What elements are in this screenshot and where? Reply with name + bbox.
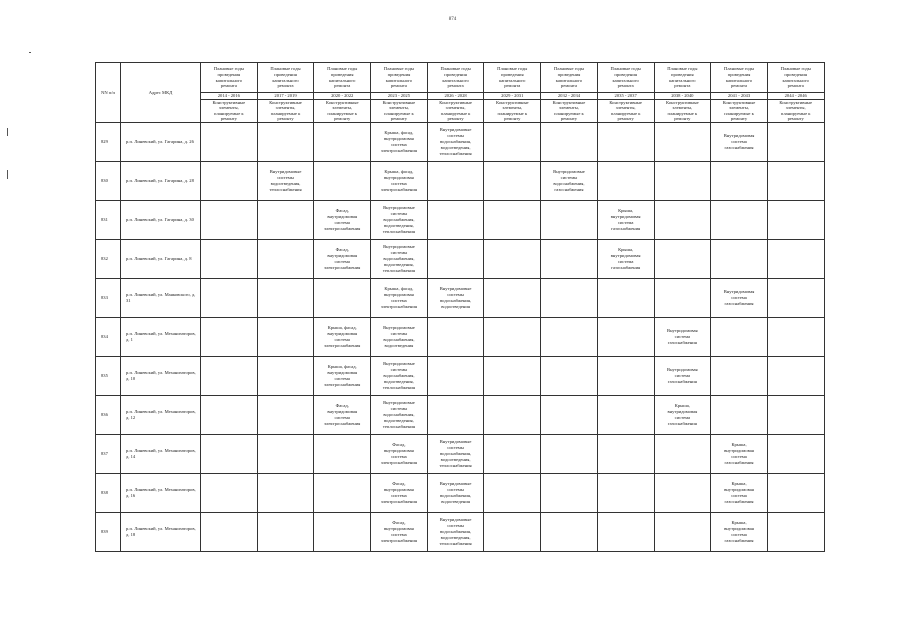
row-address: р.п. Линевский, ул. Механизаторов, д. 1 <box>121 317 201 356</box>
repair-elements-cell: Крыша, внутридомовая система газоснабжения <box>711 512 768 551</box>
repair-elements-cell <box>711 317 768 356</box>
repair-elements-cell: Крыша, фасад, внутридомовая система электроснабжения <box>371 278 428 317</box>
repair-elements-cell <box>427 356 484 395</box>
repair-elements-cell <box>314 434 371 473</box>
repair-elements-cell <box>484 122 541 161</box>
row-number: 836 <box>96 395 121 434</box>
repair-elements-cell: Внутридомовые системы водоснабжения, водоотведения, теплоснабжения <box>371 200 428 239</box>
repair-elements-cell <box>541 122 598 161</box>
row-number: 837 <box>96 434 121 473</box>
repair-elements-cell <box>597 356 654 395</box>
repair-elements-cell <box>201 278 258 317</box>
repair-elements-cell <box>767 278 824 317</box>
repair-elements-cell <box>597 512 654 551</box>
repair-elements-cell <box>427 200 484 239</box>
repair-elements-cell <box>484 512 541 551</box>
repair-elements-cell: Фасад, внутридомовая система электроснабжения <box>371 512 428 551</box>
header-nn: NN п/п <box>96 63 121 123</box>
repair-elements-cell: Крыша, внутридомовая система газоснабжения <box>597 200 654 239</box>
repair-elements-cell <box>711 161 768 200</box>
repair-elements-cell <box>711 356 768 395</box>
repair-elements-cell <box>201 200 258 239</box>
repair-elements-cell: Фасад, внутридомовая система электроснабжения <box>314 200 371 239</box>
row-number: 839 <box>96 512 121 551</box>
repair-elements-cell <box>257 278 314 317</box>
repair-elements-cell <box>767 161 824 200</box>
table-row <box>96 239 825 278</box>
repair-elements-cell <box>484 473 541 512</box>
header-group-label: Плановые годы проведения капитального ремонта <box>484 63 541 93</box>
repair-elements-cell <box>654 200 711 239</box>
repair-elements-cell: Внутридомовая система газоснабжения <box>711 122 768 161</box>
repair-elements-cell: Внутридомовая система газоснабжения <box>711 278 768 317</box>
repair-elements-cell: Внутридомовые системы водоснабжения, водоотведения, теплоснабжения <box>427 512 484 551</box>
header-elements-label: Конструктивные элементы, планируемые к ремонту <box>767 99 824 122</box>
header-group-label: Плановые годы проведения капитального ремонта <box>314 63 371 93</box>
repair-elements-cell <box>484 200 541 239</box>
header-group-label: Плановые годы проведения капитального ремонта <box>541 63 598 93</box>
repair-elements-cell <box>654 434 711 473</box>
table-row <box>96 122 825 161</box>
repair-elements-cell <box>201 317 258 356</box>
table-row <box>96 473 825 512</box>
header-row-elements <box>96 99 825 122</box>
repair-elements-cell <box>257 239 314 278</box>
repair-elements-cell <box>597 434 654 473</box>
header-group-label: Плановые годы проведения капитального ремонта <box>201 63 258 93</box>
row-address: р.п. Линевский, ул. Механизаторов, д. 10 <box>121 356 201 395</box>
header-elements-label: Конструктивные элементы, планируемые к ремонту <box>711 99 768 122</box>
repair-elements-cell: Внутридомовые системы водоснабжения, водоотведения <box>427 278 484 317</box>
repair-elements-cell <box>484 239 541 278</box>
row-number: 832 <box>96 239 121 278</box>
repair-elements-cell <box>767 317 824 356</box>
header-period: 2029 - 2031 <box>484 93 541 100</box>
repair-elements-cell <box>541 473 598 512</box>
repair-elements-cell <box>484 395 541 434</box>
table-row <box>96 278 825 317</box>
repair-elements-cell: Крыша, внутридомовая система газоснабжения <box>654 395 711 434</box>
table-row <box>96 356 825 395</box>
header-period: 2023 - 2025 <box>371 93 428 100</box>
header-group-label: Плановые годы проведения капитального ремонта <box>597 63 654 93</box>
repair-elements-cell <box>541 356 598 395</box>
repair-elements-cell <box>484 278 541 317</box>
repair-elements-cell <box>654 239 711 278</box>
repair-elements-cell: Внутридомовая система газоснабжения <box>654 317 711 356</box>
repair-elements-cell: Внутридомовые системы водоснабжения, водоотведения, теплоснабжения <box>427 122 484 161</box>
row-number: 835 <box>96 356 121 395</box>
repair-elements-cell: Крыша, фасад, внутридомовая система электроснабжения <box>314 317 371 356</box>
repair-elements-cell: Внутридомовые системы водоснабжения, водоотведения, теплоснабжения <box>371 395 428 434</box>
header-elements-label: Конструктивные элементы, планируемые к ремонту <box>541 99 598 122</box>
repair-elements-cell <box>201 356 258 395</box>
header-elements-label: Конструктивные элементы, планируемые к ремонту <box>257 99 314 122</box>
repair-elements-cell <box>484 434 541 473</box>
row-address: р.п. Линевский, ул. Гагарина, д. 28 <box>121 161 201 200</box>
repair-elements-cell <box>767 512 824 551</box>
header-group-label: Плановые годы проведения капитального ремонта <box>427 63 484 93</box>
table-row <box>96 512 825 551</box>
repair-elements-cell <box>767 395 824 434</box>
row-number: 833 <box>96 278 121 317</box>
repair-elements-cell <box>541 317 598 356</box>
header-period: 2017 - 2019 <box>257 93 314 100</box>
repair-elements-cell: Фасад, внутридомовая система электроснабжения <box>371 434 428 473</box>
repair-elements-cell <box>201 473 258 512</box>
header-period: 2014 - 2016 <box>201 93 258 100</box>
row-address: р.п. Линевский, ул. Механизаторов, д. 12 <box>121 395 201 434</box>
repair-elements-cell: Крыша, фасад, внутридомовая система электроснабжения <box>371 122 428 161</box>
repair-elements-cell <box>654 161 711 200</box>
header-address: Адрес МКД <box>121 63 201 123</box>
row-address: р.п. Линевский, ул. Гагарина, д. 26 <box>121 122 201 161</box>
repair-elements-cell: Крыша, внутридомовая система газоснабжения <box>597 239 654 278</box>
row-address: р.п. Линевский, ул. Механизаторов, д. 14 <box>121 434 201 473</box>
repair-elements-cell: Фасад, внутридомовая система электроснабжения <box>314 395 371 434</box>
repair-elements-cell <box>597 317 654 356</box>
repair-elements-cell <box>484 161 541 200</box>
repair-elements-cell <box>767 122 824 161</box>
repair-elements-cell <box>597 278 654 317</box>
row-address: р.п. Линевский, ул. Гагарина, д. 30 <box>121 200 201 239</box>
repair-elements-cell <box>314 512 371 551</box>
repair-elements-cell <box>257 317 314 356</box>
repair-elements-cell: Внутридомовые системы водоснабжения, газоснабжения <box>541 161 598 200</box>
repair-elements-cell <box>541 200 598 239</box>
repair-elements-cell <box>654 473 711 512</box>
capital-repair-schedule-table <box>95 62 825 552</box>
repair-elements-cell: Внутридомовые системы водоснабжения, водоотведения, теплоснабжения <box>371 356 428 395</box>
repair-elements-cell <box>257 473 314 512</box>
header-elements-label: Конструктивные элементы, планируемые к ремонту <box>654 99 711 122</box>
repair-elements-cell <box>767 356 824 395</box>
row-number: 831 <box>96 200 121 239</box>
repair-elements-cell <box>767 434 824 473</box>
repair-elements-cell <box>541 512 598 551</box>
repair-elements-cell: Внутридомовые системы водоснабжения, водоотведения <box>427 473 484 512</box>
table-row <box>96 434 825 473</box>
repair-elements-cell <box>314 278 371 317</box>
repair-elements-cell <box>767 473 824 512</box>
header-group-label: Плановые годы проведения капитального ремонта <box>767 63 824 93</box>
repair-elements-cell <box>654 512 711 551</box>
repair-elements-cell <box>201 395 258 434</box>
table-row <box>96 200 825 239</box>
repair-elements-cell <box>597 161 654 200</box>
header-period: 2026 - 2028 <box>427 93 484 100</box>
repair-elements-cell: Внутридомовые системы водоснабжения, водоотведения <box>371 317 428 356</box>
repair-elements-cell <box>541 395 598 434</box>
header-elements-label: Конструктивные элементы, планируемые к ремонту <box>484 99 541 122</box>
repair-elements-cell: Крыша, фасад, внутридомовая система электроснабжения <box>371 161 428 200</box>
repair-elements-cell <box>597 122 654 161</box>
header-period: 2044 - 2046 <box>767 93 824 100</box>
repair-elements-cell <box>314 473 371 512</box>
repair-elements-cell <box>484 356 541 395</box>
header-period: 2035 - 2037 <box>597 93 654 100</box>
page-number: 874 <box>448 17 457 22</box>
header-group-label: Плановые годы проведения капитального ремонта <box>711 63 768 93</box>
repair-elements-cell <box>597 473 654 512</box>
repair-elements-cell <box>257 200 314 239</box>
repair-elements-cell <box>541 278 598 317</box>
repair-elements-cell: Крыша, фасад, внутридомовая система электроснабжения <box>314 356 371 395</box>
repair-elements-cell <box>427 239 484 278</box>
repair-elements-cell <box>767 200 824 239</box>
repair-elements-cell: Внутридомовые системы водоснабжения, водоотведения, теплоснабжения <box>371 239 428 278</box>
header-elements-label: Конструктивные элементы, планируемые к ремонту <box>201 99 258 122</box>
repair-elements-cell <box>201 239 258 278</box>
repair-elements-cell <box>427 395 484 434</box>
row-number: 838 <box>96 473 121 512</box>
repair-elements-cell <box>201 434 258 473</box>
row-number: 829 <box>96 122 121 161</box>
margin-speck <box>7 170 8 179</box>
repair-elements-cell <box>654 122 711 161</box>
repair-elements-cell <box>541 239 598 278</box>
repair-elements-cell <box>711 395 768 434</box>
margin-speck <box>29 52 31 53</box>
row-address: р.п. Линевский, ул. Механизаторов, д. 16 <box>121 473 201 512</box>
header-group-label: Плановые годы проведения капитального ремонта <box>257 63 314 93</box>
repair-elements-cell <box>427 161 484 200</box>
table-row <box>96 395 825 434</box>
row-address: р.п. Линевский, ул. Маяковского, д. 31 <box>121 278 201 317</box>
margin-speck <box>7 128 8 136</box>
row-number: 834 <box>96 317 121 356</box>
repair-elements-cell <box>257 395 314 434</box>
repair-elements-cell <box>597 395 654 434</box>
header-row-periods <box>96 93 825 100</box>
repair-elements-cell: Фасад, внутридомовая система электроснабжения <box>371 473 428 512</box>
repair-elements-cell <box>257 356 314 395</box>
header-period: 2041 - 2043 <box>711 93 768 100</box>
repair-elements-cell <box>541 434 598 473</box>
header-elements-label: Конструктивные элементы, планируемые к ремонту <box>597 99 654 122</box>
table-row <box>96 317 825 356</box>
repair-elements-cell <box>314 161 371 200</box>
repair-elements-cell <box>711 200 768 239</box>
header-period: 2038 - 2040 <box>654 93 711 100</box>
repair-elements-cell: Крыша, внутридомовая система газоснабжения <box>711 473 768 512</box>
repair-elements-cell <box>767 239 824 278</box>
repair-elements-cell <box>257 434 314 473</box>
table-row <box>96 161 825 200</box>
header-elements-label: Конструктивные элементы, планируемые к ремонту <box>371 99 428 122</box>
header-group-label: Плановые годы проведения капитального ремонта <box>371 63 428 93</box>
row-address: р.п. Линевский, ул. Гагарина, д. 8 <box>121 239 201 278</box>
row-number: 830 <box>96 161 121 200</box>
header-period: 2020 - 2022 <box>314 93 371 100</box>
header-group-label: Плановые годы проведения капитального ремонта <box>654 63 711 93</box>
repair-elements-cell <box>257 512 314 551</box>
row-address: р.п. Линевский, ул. Механизаторов, д. 18 <box>121 512 201 551</box>
repair-elements-cell <box>201 161 258 200</box>
repair-elements-cell <box>257 122 314 161</box>
repair-elements-cell <box>427 317 484 356</box>
header-elements-label: Конструктивные элементы, планируемые к ремонту <box>314 99 371 122</box>
table-body <box>96 122 825 551</box>
repair-elements-cell <box>484 317 541 356</box>
repair-elements-cell <box>201 512 258 551</box>
header-elements-label: Конструктивные элементы, планируемые к ремонту <box>427 99 484 122</box>
repair-elements-cell <box>314 122 371 161</box>
repair-elements-cell: Внутридомовые системы водоснабжения, водоотведения, теплоснабжения <box>427 434 484 473</box>
header-row-group <box>96 63 825 93</box>
repair-elements-cell: Внутридомовая система газоснабжения <box>654 356 711 395</box>
repair-elements-cell <box>201 122 258 161</box>
repair-elements-cell <box>711 239 768 278</box>
repair-elements-cell <box>654 278 711 317</box>
repair-elements-cell: Внутридомовые системы водоотведения, теплоснабжения <box>257 161 314 200</box>
repair-elements-cell: Крыша, внутридомовая система газоснабжения <box>711 434 768 473</box>
header-period: 2032 - 2034 <box>541 93 598 100</box>
repair-elements-cell: Фасад, внутридомовая система электроснабжения <box>314 239 371 278</box>
